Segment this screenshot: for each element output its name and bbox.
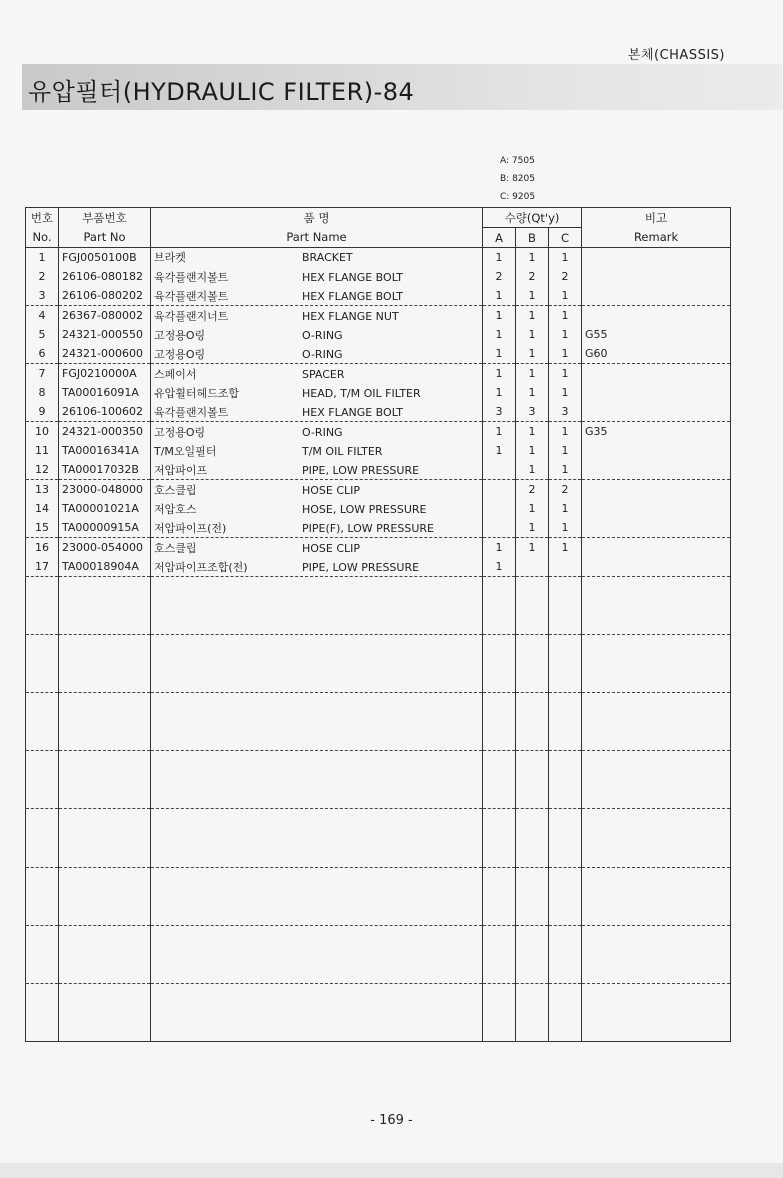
empty-cell — [582, 867, 731, 925]
row-qty-c: 1 — [549, 383, 582, 402]
row-remark — [582, 248, 731, 267]
row-qty-b: 1 — [516, 441, 549, 460]
row-part-number: 24321-000550 — [59, 325, 151, 344]
empty-cell — [483, 635, 516, 693]
row-qty-b: 2 — [516, 267, 549, 286]
row-part-number: TA00017032B — [59, 460, 151, 479]
empty-cell — [26, 925, 59, 983]
empty-row — [26, 983, 731, 1041]
empty-cell — [516, 809, 549, 867]
row-qty-b: 1 — [516, 460, 549, 479]
row-name-kr: 호스클립 — [154, 541, 197, 555]
row-qty-a: 1 — [483, 306, 516, 325]
row-number: 16 — [26, 538, 59, 557]
empty-cell — [582, 635, 731, 693]
row-part-name — [151, 538, 483, 557]
row-number: 13 — [26, 480, 59, 499]
footer-band — [0, 1163, 783, 1178]
header-remark-en: Remark — [582, 228, 731, 248]
empty-cell — [582, 925, 731, 983]
row-name-kr: 고정용O링 — [154, 328, 206, 342]
empty-cell — [516, 867, 549, 925]
empty-cell — [549, 751, 582, 809]
table-row — [26, 480, 731, 499]
row-remark: G60 — [582, 344, 731, 363]
row-name-en: HOSE CLIP — [302, 541, 361, 555]
row-part-number: 26106-080202 — [59, 286, 151, 305]
table-row — [26, 460, 731, 479]
title-bar — [22, 64, 782, 110]
row-part-name — [151, 383, 483, 402]
row-qty-c — [549, 557, 582, 576]
empty-cell — [59, 809, 151, 867]
row-name-kr: 고정용O링 — [154, 425, 206, 439]
table-row — [26, 519, 731, 538]
row-part-name — [151, 480, 483, 499]
row-qty-b: 1 — [516, 538, 549, 557]
row-number: 12 — [26, 460, 59, 479]
table-row — [26, 364, 731, 383]
row-qty-c: 1 — [549, 519, 582, 538]
empty-cell — [582, 983, 731, 1041]
row-qty-b — [516, 557, 549, 576]
row-name-en: HOSE, LOW PRESSURE — [302, 502, 427, 516]
row-name-kr: 고정용O링 — [154, 347, 206, 361]
row-qty-c: 1 — [549, 306, 582, 325]
row-remark — [582, 460, 731, 479]
row-remark — [582, 480, 731, 499]
empty-cell — [483, 983, 516, 1041]
empty-cell — [549, 809, 582, 867]
row-qty-a: 1 — [483, 364, 516, 383]
row-name-en: HEX FLANGE NUT — [302, 309, 399, 323]
row-qty-b: 1 — [516, 344, 549, 363]
row-name-en: BRACKET — [302, 251, 353, 265]
empty-cell — [151, 983, 483, 1041]
empty-cell — [151, 925, 483, 983]
row-qty-a: 1 — [483, 441, 516, 460]
row-qty-c: 1 — [549, 325, 582, 344]
row-name-kr: 저압파이프조합(전) — [154, 560, 248, 574]
table-row — [26, 538, 731, 557]
row-qty-b: 1 — [516, 519, 549, 538]
empty-cell — [59, 751, 151, 809]
row-name-kr: 육각플랜지너트 — [154, 309, 229, 323]
row-qty-a — [483, 519, 516, 538]
header-qty-c: C — [549, 228, 582, 248]
empty-cell — [26, 635, 59, 693]
empty-cell — [59, 577, 151, 635]
empty-row — [26, 751, 731, 809]
row-name-en: HEX FLANGE BOLT — [302, 405, 404, 419]
empty-cell — [549, 693, 582, 751]
empty-cell — [549, 983, 582, 1041]
row-remark — [582, 267, 731, 286]
row-name-kr: 호스클립 — [154, 483, 197, 497]
row-qty-a — [483, 460, 516, 479]
row-qty-b: 1 — [516, 286, 549, 305]
row-qty-b: 1 — [516, 306, 549, 325]
row-part-number: TA00001021A — [59, 499, 151, 518]
variant-c: C: 9205 — [500, 192, 536, 202]
row-qty-b: 1 — [516, 499, 549, 518]
header-no-kr: 번호 — [26, 208, 59, 228]
empty-cell — [483, 867, 516, 925]
page-title: 유압필터(HYDRAULIC FILTER)-84 — [28, 78, 415, 106]
row-name-en: PIPE, LOW PRESSURE — [302, 560, 420, 574]
row-remark — [582, 557, 731, 576]
row-part-number: 23000-048000 — [59, 480, 151, 499]
row-remark — [582, 499, 731, 518]
empty-cell — [516, 751, 549, 809]
row-name-kr: 브라켓 — [154, 251, 186, 265]
table-row — [26, 402, 731, 421]
row-name-en: PIPE(F), LOW PRESSURE — [302, 521, 434, 535]
variant-b: B: 8205 — [500, 174, 535, 184]
row-part-name — [151, 248, 483, 267]
row-remark — [582, 286, 731, 305]
row-number: 8 — [26, 383, 59, 402]
row-qty-a: 1 — [483, 325, 516, 344]
empty-cell — [151, 751, 483, 809]
table-row — [26, 499, 731, 518]
table-row — [26, 248, 731, 267]
row-qty-c: 1 — [549, 499, 582, 518]
row-part-name — [151, 422, 483, 441]
row-part-name — [151, 519, 483, 538]
row-part-name — [151, 325, 483, 344]
row-part-number: 26106-080182 — [59, 267, 151, 286]
row-qty-c: 1 — [549, 441, 582, 460]
row-remark — [582, 383, 731, 402]
header-part-no-en: Part No — [59, 228, 151, 248]
row-name-en: O-RING — [302, 347, 343, 361]
empty-cell — [516, 577, 549, 635]
row-name-en: PIPE, LOW PRESSURE — [302, 463, 420, 477]
header-part-no-kr: 부품번호 — [59, 208, 151, 228]
table-row — [26, 441, 731, 460]
row-number: 11 — [26, 441, 59, 460]
row-number: 14 — [26, 499, 59, 518]
table-row — [26, 325, 731, 344]
row-part-number: 26367-080002 — [59, 306, 151, 325]
empty-cell — [59, 693, 151, 751]
empty-row — [26, 867, 731, 925]
row-part-name — [151, 441, 483, 460]
header-qty-a: A — [483, 228, 516, 248]
empty-cell — [151, 867, 483, 925]
table-row — [26, 286, 731, 305]
empty-cell — [582, 751, 731, 809]
header-qty-kr: 수량(Qt'y) — [483, 208, 582, 228]
row-name-kr: 육각플랜지볼트 — [154, 270, 229, 284]
row-name-kr: 저압호스 — [154, 502, 197, 516]
row-part-name — [151, 267, 483, 286]
row-qty-b: 1 — [516, 248, 549, 267]
row-qty-b: 3 — [516, 402, 549, 421]
row-part-number: TA00016091A — [59, 383, 151, 402]
empty-cell — [549, 577, 582, 635]
row-qty-c: 2 — [549, 480, 582, 499]
row-qty-c: 1 — [549, 538, 582, 557]
row-qty-c: 1 — [549, 422, 582, 441]
row-remark — [582, 306, 731, 325]
row-qty-c: 3 — [549, 402, 582, 421]
empty-cell — [582, 577, 731, 635]
row-remark: G55 — [582, 325, 731, 344]
row-number: 1 — [26, 248, 59, 267]
row-part-name — [151, 286, 483, 305]
row-number: 10 — [26, 422, 59, 441]
empty-cell — [549, 867, 582, 925]
row-qty-a: 1 — [483, 383, 516, 402]
empty-cell — [151, 809, 483, 867]
row-name-en: HOSE CLIP — [302, 483, 361, 497]
table-row — [26, 344, 731, 363]
table-row — [26, 557, 731, 576]
row-number: 6 — [26, 344, 59, 363]
row-remark: G35 — [582, 422, 731, 441]
row-qty-a: 3 — [483, 402, 516, 421]
empty-cell — [516, 693, 549, 751]
row-name-en: HEAD, T/M OIL FILTER — [302, 386, 421, 400]
row-name-kr: 육각플랜지볼트 — [154, 405, 229, 419]
empty-cell — [483, 925, 516, 983]
row-qty-c: 1 — [549, 460, 582, 479]
header-no-en: No. — [26, 228, 59, 248]
row-qty-a — [483, 499, 516, 518]
row-qty-c: 1 — [549, 248, 582, 267]
row-name-kr: 육각플랜지볼트 — [154, 289, 229, 303]
row-qty-a: 1 — [483, 248, 516, 267]
empty-cell — [582, 809, 731, 867]
table-row — [26, 422, 731, 441]
row-part-number: 26106-100602 — [59, 402, 151, 421]
header-part-name-en: Part Name — [151, 228, 483, 248]
row-name-kr: 저압파이프 — [154, 463, 208, 477]
variant-a: A: 7505 — [500, 156, 535, 166]
row-qty-a: 1 — [483, 286, 516, 305]
row-part-number: TA00016341A — [59, 441, 151, 460]
row-number: 3 — [26, 286, 59, 305]
row-part-number: 24321-000600 — [59, 344, 151, 363]
row-part-number: 23000-054000 — [59, 538, 151, 557]
empty-cell — [483, 751, 516, 809]
empty-cell — [483, 693, 516, 751]
row-name-kr: T/M오일필터 — [154, 444, 217, 458]
empty-cell — [59, 983, 151, 1041]
row-qty-c: 1 — [549, 344, 582, 363]
row-qty-a: 2 — [483, 267, 516, 286]
row-qty-c: 1 — [549, 364, 582, 383]
row-name-en: HEX FLANGE BOLT — [302, 289, 404, 303]
empty-row — [26, 635, 731, 693]
empty-cell — [59, 925, 151, 983]
empty-cell — [26, 693, 59, 751]
row-number: 17 — [26, 557, 59, 576]
row-number: 9 — [26, 402, 59, 421]
row-part-name — [151, 402, 483, 421]
row-name-en: HEX FLANGE BOLT — [302, 270, 404, 284]
empty-cell — [26, 867, 59, 925]
row-number: 7 — [26, 364, 59, 383]
row-part-name — [151, 364, 483, 383]
header-qty-b: B — [516, 228, 549, 248]
row-qty-a: 1 — [483, 557, 516, 576]
table-row — [26, 267, 731, 286]
row-number: 4 — [26, 306, 59, 325]
empty-cell — [516, 635, 549, 693]
row-qty-b: 2 — [516, 480, 549, 499]
page-number: - 169 - — [370, 1113, 413, 1128]
row-remark — [582, 441, 731, 460]
empty-cell — [59, 867, 151, 925]
parts-table — [25, 207, 731, 1042]
row-qty-c: 1 — [549, 286, 582, 305]
empty-cell — [483, 809, 516, 867]
row-part-name — [151, 306, 483, 325]
row-qty-a: 1 — [483, 422, 516, 441]
row-number: 15 — [26, 519, 59, 538]
table-row — [26, 306, 731, 325]
row-name-en: O-RING — [302, 328, 343, 342]
row-number: 2 — [26, 267, 59, 286]
row-qty-a: 1 — [483, 538, 516, 557]
row-part-number: TA00000915A — [59, 519, 151, 538]
empty-row — [26, 925, 731, 983]
table-row — [26, 383, 731, 402]
row-part-name — [151, 460, 483, 479]
row-name-kr: 유압휠터헤드조합 — [154, 386, 240, 400]
empty-row — [26, 693, 731, 751]
row-qty-b: 1 — [516, 422, 549, 441]
row-part-name — [151, 344, 483, 363]
row-qty-c: 2 — [549, 267, 582, 286]
row-part-number: FGJ0050100B — [59, 248, 151, 267]
row-name-kr: 스페이서 — [154, 367, 197, 381]
empty-cell — [549, 635, 582, 693]
header-part-name-kr: 품 명 — [151, 208, 483, 228]
empty-row — [26, 809, 731, 867]
empty-cell — [483, 577, 516, 635]
empty-cell — [549, 925, 582, 983]
row-remark — [582, 402, 731, 421]
empty-cell — [516, 983, 549, 1041]
row-qty-b: 1 — [516, 364, 549, 383]
row-qty-b: 1 — [516, 383, 549, 402]
row-part-name — [151, 499, 483, 518]
variant-legend — [500, 152, 535, 206]
empty-cell — [151, 693, 483, 751]
header-remark-kr: 비고 — [582, 208, 731, 228]
row-part-number: 24321-000350 — [59, 422, 151, 441]
row-qty-a: 1 — [483, 344, 516, 363]
empty-cell — [582, 693, 731, 751]
row-qty-b: 1 — [516, 325, 549, 344]
row-remark — [582, 538, 731, 557]
row-part-number: FGJ0210000A — [59, 364, 151, 383]
row-qty-a — [483, 480, 516, 499]
row-name-en: O-RING — [302, 425, 343, 439]
section-label: 본체(CHASSIS) — [627, 48, 725, 63]
empty-cell — [151, 577, 483, 635]
row-number: 5 — [26, 325, 59, 344]
empty-cell — [26, 983, 59, 1041]
empty-cell — [26, 751, 59, 809]
row-part-name — [151, 557, 483, 576]
row-name-en: SPACER — [302, 367, 345, 381]
row-remark — [582, 364, 731, 383]
empty-row — [26, 577, 731, 635]
empty-cell — [151, 635, 483, 693]
empty-cell — [516, 925, 549, 983]
empty-cell — [59, 635, 151, 693]
row-name-kr: 저압파이프(전) — [154, 521, 227, 535]
empty-cell — [26, 577, 59, 635]
row-name-en: T/M OIL FILTER — [302, 444, 383, 458]
empty-cell — [26, 809, 59, 867]
row-part-number: TA00018904A — [59, 557, 151, 576]
row-remark — [582, 519, 731, 538]
